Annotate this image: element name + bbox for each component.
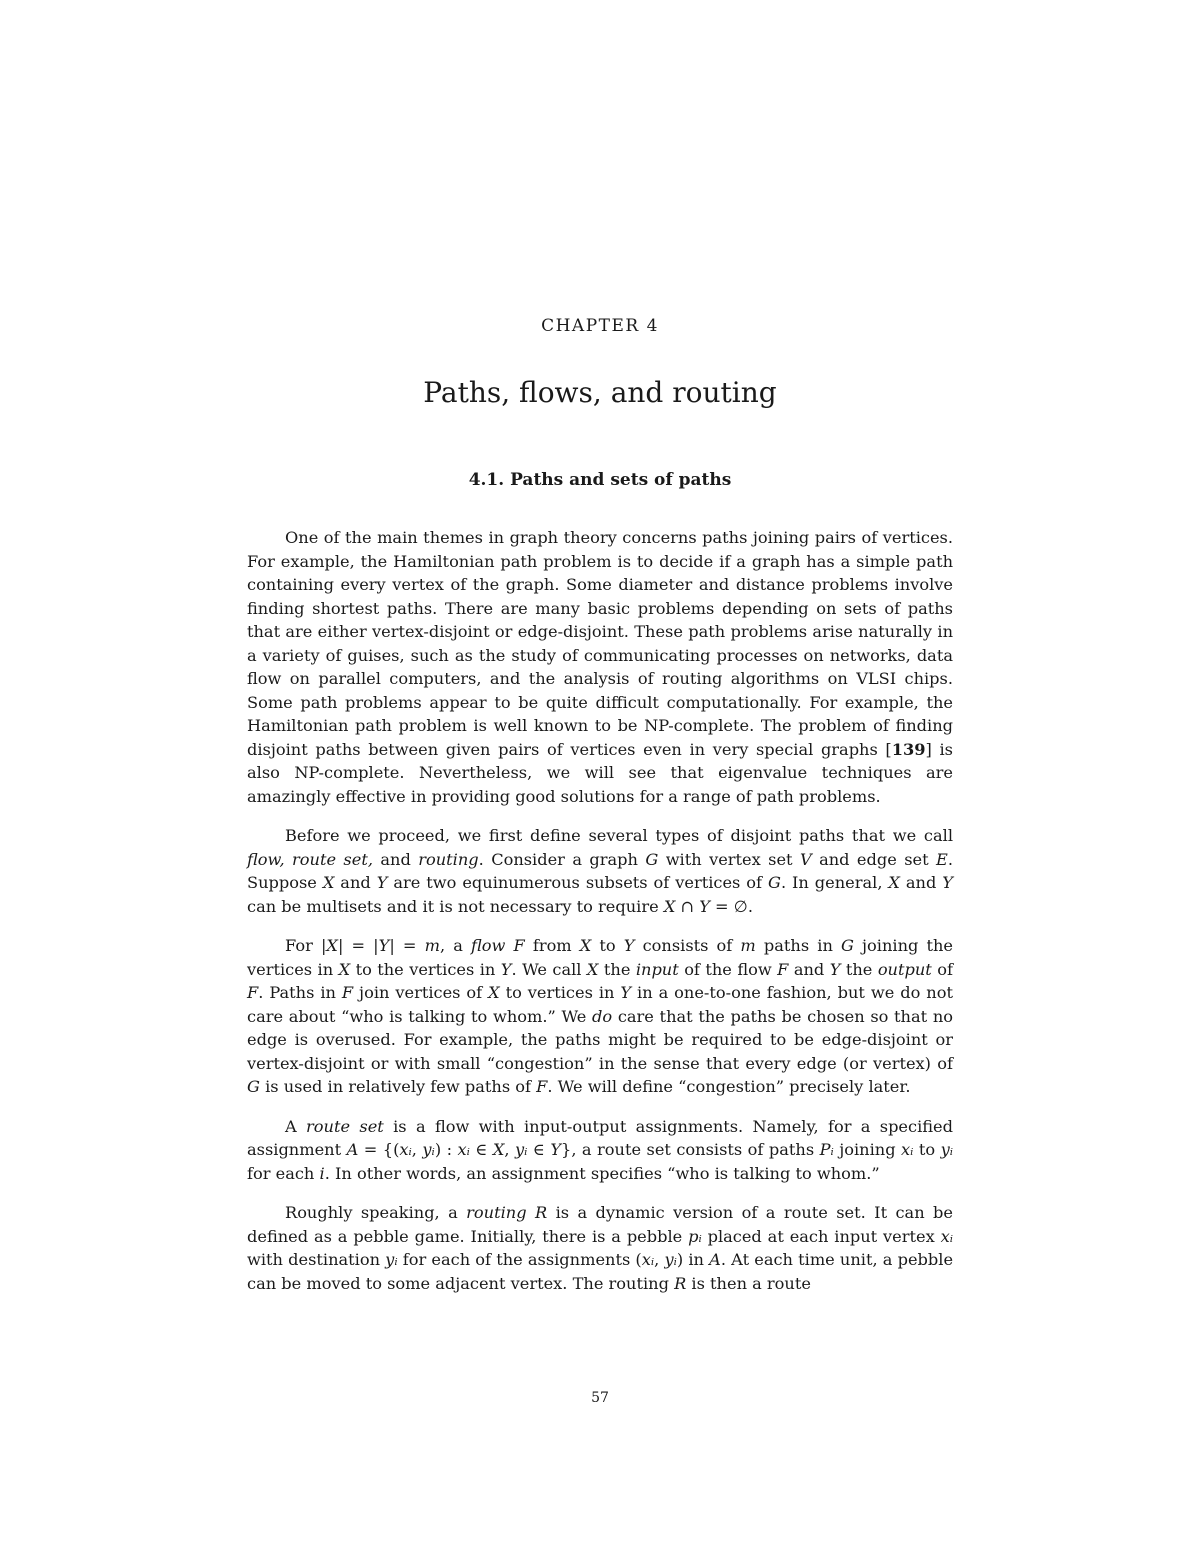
- text-run: is a dynamic version of a route set. It can be defined as a pebble game. Initially, there is a pebble: [247, 1203, 953, 1246]
- italic-run: G: [645, 849, 659, 869]
- text-run: For |: [285, 936, 327, 955]
- italic-run: R: [674, 1273, 687, 1293]
- text-run: of the flow: [678, 959, 778, 979]
- text-run: join vertices of: [353, 983, 489, 1002]
- paragraph: [247, 934, 953, 1099]
- text-run: for each of the assignments (: [397, 1250, 642, 1269]
- italic-run: xᵢ: [457, 1140, 470, 1159]
- bold-run: 139: [891, 739, 926, 759]
- text-run: of: [931, 959, 953, 979]
- text-run: ) in: [676, 1250, 710, 1269]
- text-run: ] is also NP-complete. Nevertheless, we will see that eigenvalue techniques are amazingly effective in providing good solutions for a range of path problems.: [247, 739, 953, 806]
- text-run: to vertices in: [499, 983, 621, 1002]
- text-run: , a: [439, 936, 471, 955]
- italic-run: X: [488, 983, 500, 1002]
- italic-run: Y: [699, 896, 710, 916]
- text-run: and: [788, 959, 830, 979]
- italic-run: X: [492, 1140, 505, 1159]
- italic-run: do: [592, 1006, 613, 1026]
- text-run: . At each time unit, a pebble can be moved to some adjacent vertex. The routing: [247, 1250, 954, 1293]
- italic-run: X: [322, 873, 335, 892]
- text-run: joining: [833, 1140, 902, 1159]
- text-run: placed at each input vertex: [701, 1226, 941, 1246]
- italic-run: X: [586, 959, 599, 979]
- italic-run: Pᵢ: [819, 1140, 834, 1159]
- text-run: . Paths in: [258, 983, 342, 1002]
- text-run: . Consider a graph: [478, 849, 646, 869]
- text-run: . In other words, an assignment specifies “who is talking to whom.”: [324, 1163, 880, 1183]
- section-heading: 4.1. Paths and sets of paths: [468, 470, 732, 490]
- italic-run: yᵢ: [940, 1140, 954, 1159]
- italic-run: F: [247, 983, 259, 1002]
- italic-run: output: [877, 959, 932, 979]
- text-run: Before we proceed, we first define several types of disjoint paths that we call: [285, 826, 953, 845]
- text-run: to: [913, 1140, 941, 1159]
- paragraph: [247, 1201, 953, 1295]
- italic-run: xᵢ: [901, 1140, 914, 1159]
- italic-run: A: [709, 1250, 721, 1269]
- text-run: and: [372, 849, 419, 869]
- italic-run: F: [777, 959, 789, 979]
- italic-run: routing R: [466, 1203, 548, 1222]
- text-run: ,: [654, 1250, 665, 1269]
- italic-run: F: [536, 1077, 548, 1096]
- paragraph: [247, 1115, 953, 1186]
- text-run: from: [524, 936, 580, 955]
- italic-run: G: [768, 873, 781, 892]
- text-run: to the vertices in: [350, 959, 501, 979]
- text-run: = ∅.: [709, 896, 753, 916]
- italic-run: F: [341, 983, 354, 1002]
- italic-run: Y: [620, 983, 632, 1002]
- text-run: . Suppose: [247, 849, 954, 892]
- italic-run: Y: [829, 959, 841, 979]
- italic-run: Y: [500, 959, 512, 979]
- body-text: [247, 526, 953, 1311]
- text-run: ∩: [675, 896, 700, 916]
- italic-run: yᵢ: [422, 1140, 435, 1159]
- chapter-label: CHAPTER 4: [541, 316, 659, 336]
- text-run: | =: [389, 936, 425, 955]
- italic-run: flow, route set,: [247, 849, 373, 869]
- italic-run: route set: [306, 1116, 384, 1136]
- italic-run: input: [635, 959, 679, 979]
- text-run: to: [591, 936, 624, 955]
- text-run: Roughly speaking, a: [285, 1203, 467, 1222]
- text-run: ,: [504, 1140, 515, 1159]
- italic-run: routing: [418, 849, 479, 869]
- text-run: joining the vertices in: [247, 936, 953, 979]
- text-run: the: [840, 959, 878, 979]
- italic-run: Y: [550, 1140, 562, 1159]
- italic-run: i: [319, 1163, 325, 1183]
- italic-run: X: [888, 873, 900, 892]
- italic-run: Y: [378, 936, 390, 955]
- italic-run: xᵢ: [399, 1140, 412, 1159]
- text-run: is a flow with input-output assignments. Namely, for a specified assignment: [247, 1116, 953, 1159]
- text-run: A: [285, 1116, 307, 1136]
- text-run: the: [598, 959, 636, 979]
- text-run: and edge set: [811, 849, 937, 869]
- text-run: can be multisets and it is not necessary to require: [247, 896, 664, 916]
- text-run: is used in relatively few paths of: [259, 1077, 537, 1096]
- text-run: ) :: [434, 1140, 458, 1159]
- italic-run: Y: [623, 936, 635, 955]
- italic-run: E: [936, 849, 948, 869]
- text-run: . We call: [511, 959, 587, 979]
- italic-run: yᵢ: [515, 1140, 528, 1159]
- text-run: | = |: [337, 936, 379, 955]
- page-number: 57: [591, 1390, 609, 1406]
- text-run: }, a route set consists of paths: [561, 1140, 820, 1159]
- text-run: with destination: [247, 1250, 386, 1269]
- text-run: ∈: [469, 1140, 493, 1159]
- text-run: and: [899, 873, 943, 892]
- italic-run: xᵢ: [641, 1250, 655, 1269]
- italic-run: G: [840, 936, 854, 955]
- italic-run: pᵢ: [688, 1226, 702, 1246]
- text-run: and: [334, 873, 377, 892]
- italic-run: m: [424, 936, 440, 955]
- italic-run: X: [579, 936, 592, 955]
- italic-run: flow F: [470, 936, 525, 955]
- italic-run: yᵢ: [664, 1250, 677, 1269]
- text-run: One of the main themes in graph theory concerns paths joining pairs of vertices. For example, the Hamiltonian path problem is to decide if a graph has a simple path containing every vertex of the graph. Some diameter and distance problems involve finding shortest paths. There are many basic problems depending on sets of paths that are either vertex-disjoint or edge-disjoint. These path problems arise naturally in a variety of guises, such as the study of communicating processes on networks, data flow on parallel computers, and the analysis of routing algorithms on VLSI chips. Some path problems appear to be quite difficult computationally. For example, the Hamiltonian path problem is well known to be NP-complete. The problem of finding disjoint paths between given pairs of vertices even in very special graphs [: [247, 528, 953, 759]
- text-run: with vertex set: [658, 849, 800, 869]
- italic-run: Y: [376, 873, 388, 892]
- italic-run: A: [346, 1140, 359, 1159]
- text-run: care that the paths be chosen so that no edge is overused. For example, the paths might be required to be edge-disjoint or vertex-disjoint or with small “congestion” in the sense that every edge (or vertex) of: [247, 1006, 953, 1073]
- text-run: . In general,: [780, 873, 889, 892]
- paragraph: [247, 824, 953, 918]
- text-run: in a one-to-one fashion, but we do not care about “who is talking to whom.” We: [247, 983, 953, 1026]
- text-run: ,: [411, 1140, 423, 1159]
- text-run: paths in: [755, 936, 841, 955]
- text-run: is then a route: [686, 1273, 811, 1293]
- italic-run: V: [799, 849, 812, 869]
- italic-run: xᵢ: [940, 1226, 953, 1246]
- text-run: for each: [247, 1163, 320, 1183]
- italic-run: X: [326, 936, 338, 955]
- paragraph: [247, 526, 953, 808]
- italic-run: X: [663, 896, 676, 916]
- text-run: ∈: [527, 1140, 551, 1159]
- text-run: = {(: [358, 1140, 400, 1159]
- text-run: are two equinumerous subsets of vertices of: [387, 873, 768, 892]
- italic-run: m: [740, 936, 756, 955]
- text-run: . We will define “congestion” precisely later.: [547, 1077, 911, 1096]
- chapter-title: Paths, flows, and routing: [423, 376, 777, 409]
- italic-run: yᵢ: [385, 1250, 398, 1269]
- italic-run: Y: [942, 873, 953, 892]
- italic-run: X: [338, 959, 351, 979]
- italic-run: G: [247, 1077, 260, 1096]
- text-run: consists of: [634, 936, 741, 955]
